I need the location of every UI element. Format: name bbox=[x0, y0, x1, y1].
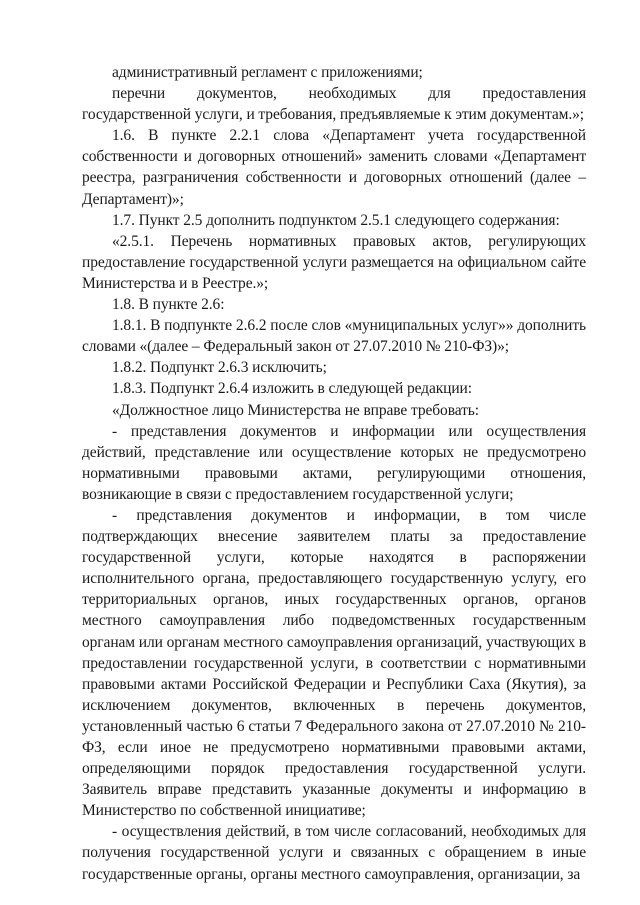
paragraph-item-actions-approvals: - осуществления действий, в том числе согласований, необходимых для получения государственной услуги и связанных с обращением в иные государственные органы, органы местного самоуправления, организации, за bbox=[82, 823, 586, 883]
paragraph-1-8: 1.8. В пункте 2.6: bbox=[112, 296, 225, 314]
paragraph-item-documents-actions: - представления документов и информации или осуществления действий, представление или осуществление которых не предусмотрено нормативными правовыми актами, регулирующими отношения, возникающие в связи с предоставлением государственной услуги; bbox=[82, 422, 586, 503]
paragraph-document-lists: перечни документов, необходимых для предоставления государственной услуги, и требования, предъявляемые к этим документам.»; bbox=[82, 85, 586, 124]
paragraph-2-5-1: «2.5.1. Перечень нормативных правовых актов, регулирующих предоставление государственной услуги размещается на официальном сайте Министерства и в Реестре.»; bbox=[82, 232, 586, 292]
paragraph-item-documents-information: - представления документов и информации, в том числе подтверждающих внесение заявителем платы за предоставление государственной услуги, которые находятся в распоряжении исполнительного органа, предоставляющего государственную услугу, его территориальных органов, иных государственных органов, органов местного самоуправления либо подведомственных государственным органам или органам местного самоуправления организаций, участвующих в предоставлении государственной услуги, в соответствии с нормативными правовыми актами Российской Федерации и Республики Саха (Якутия), за исключением документов, включенных в перечень документов, установленный частью 6 статьи 7 Федерального закона от 27.07.2010 № 210-ФЗ, если иное не предусмотрено нормативными правовыми актами, определяющими порядок предоставления государственной услуги. Заявитель вправе представить указанные документы и информацию в Министерство по собственной инициативе; bbox=[82, 506, 587, 820]
paragraph-regulation: административный регламент с приложениями; bbox=[112, 64, 423, 81]
document-body bbox=[82, 62, 586, 885]
paragraph-1-8-3: 1.8.3. Подпункт 2.6.4 изложить в следующей редакции: bbox=[112, 380, 472, 398]
paragraph-1-8-1: 1.8.1. В подпункте 2.6.2 после слов «муниципальных услуг»» дополнить словами «(далее – Федеральный закон от 27.07.2010 № 210-ФЗ)»; bbox=[82, 317, 586, 356]
paragraph-official-not-entitled: «Должностное лицо Министерства не вправе требовать: bbox=[112, 401, 479, 419]
paragraph-1-7: 1.7. Пункт 2.5 дополнить подпунктом 2.5.1 следующего содержания: bbox=[112, 211, 560, 229]
paragraph-1-8-2: 1.8.2. Подпункт 2.6.3 исключить; bbox=[112, 359, 327, 377]
paragraph-1-6: 1.6. В пункте 2.2.1 слова «Департамент учета государственной собственности и договорных отношений» заменить словами «Департамент реестра, разграничения собственности и договорных отношений (далее – Департамент)»; bbox=[82, 127, 586, 208]
